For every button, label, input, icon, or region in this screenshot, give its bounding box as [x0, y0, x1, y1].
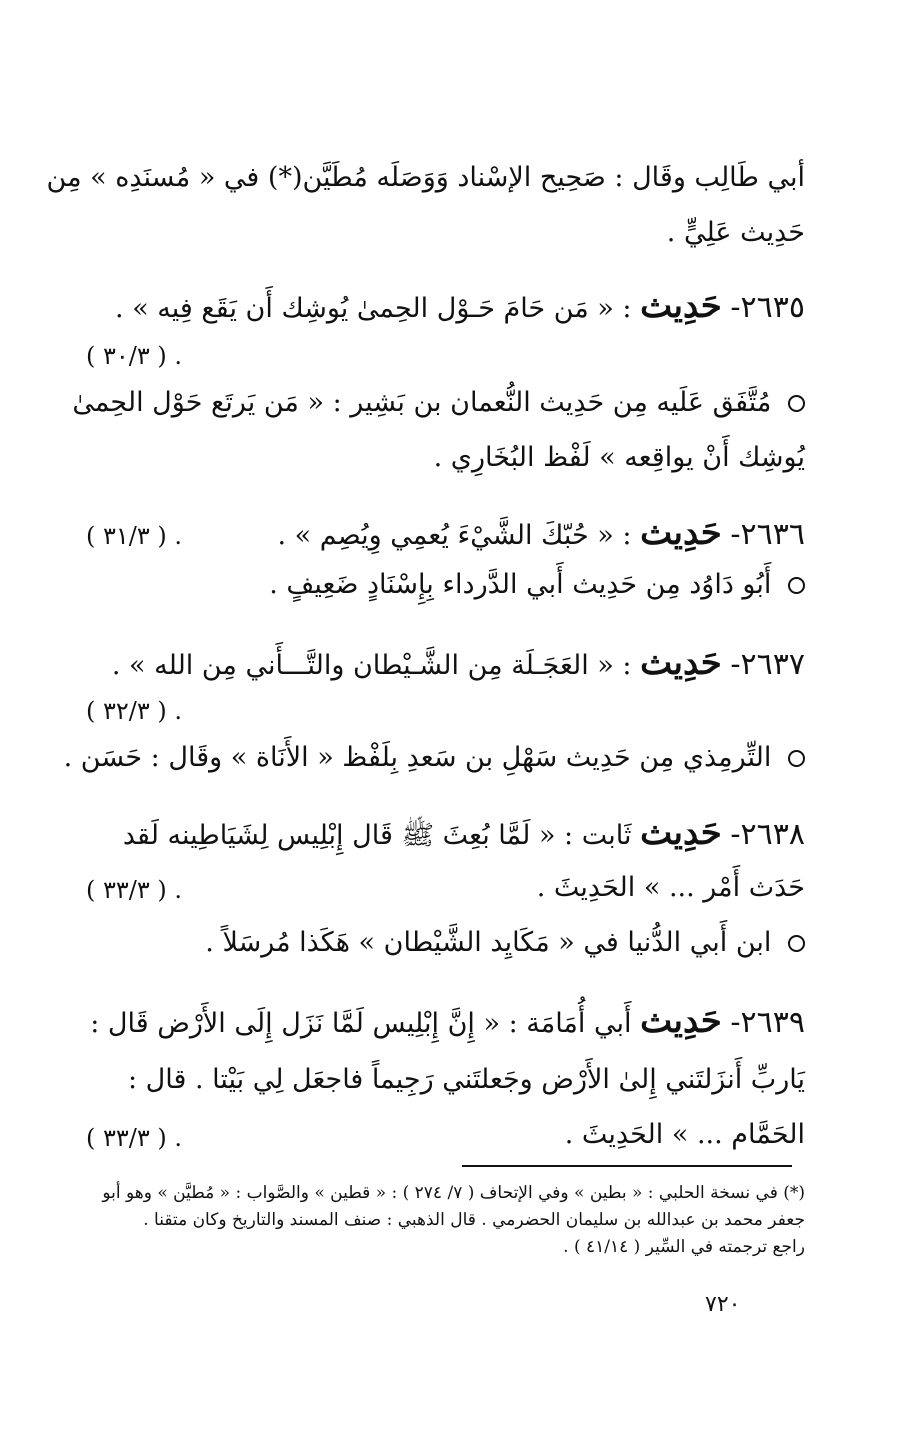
- footnote-line-3: راجع ترجمته في السِّير ( ٤١/١٤ ) .: [563, 1237, 805, 1257]
- volume-page-reference: . ( ٣٣/٣ ): [86, 1124, 183, 1152]
- hadith-entry-2635: [85, 288, 805, 327]
- entry-number: ٢٦٣٦-: [730, 517, 805, 552]
- page-number: ٧٢٠: [705, 1292, 741, 1317]
- hadith-keyword: حَدِيث: [640, 1001, 722, 1041]
- circle-bullet-icon: [788, 935, 805, 952]
- intro-line-2: حَدِيث عَلِيٍّ .: [666, 217, 805, 248]
- footnote-line-1: (*) في نسخة الحلبي : « بطين » وفي الإتحاف ( ٧/ ٢٧٤ ) : « قطين » والصَّواب : « مُطيَّن » وهو أبو: [102, 1183, 805, 1203]
- volume-page-reference: . ( ٣١/٣ ): [86, 522, 183, 550]
- takhrij-text: ابن أَبي الدُّنيا في « مَكَايِد الشَّيْطان » هَكَذا مُرسَلاً .: [205, 927, 772, 958]
- takhrij-note: [85, 925, 805, 961]
- hadith-entry-2637: [85, 645, 805, 684]
- takhrij-note: [85, 567, 805, 603]
- takhrij-note-continued: يُوشِك أَنْ يواقِعه » لَفْظ البُخَارِي .: [433, 442, 805, 473]
- volume-page-reference: . ( ٣٠/٣ ): [86, 342, 183, 370]
- hadith-text: أَبي أُمَامَة : « إِنَّ إِبْلِيس لَمَّا نَزَل إِلَى الأَرْض قَال :: [90, 1008, 632, 1039]
- hadith-text: : « مَن حَامَ حَـوْل الحِمىٰ يُوشِك أَن يَقَع فِيه » .: [115, 293, 632, 324]
- hadith-keyword: حَدِيث: [640, 813, 722, 853]
- hadith-keyword: حَدِيث: [640, 286, 722, 326]
- circle-bullet-icon: [788, 750, 805, 767]
- hadith-text: : « العَجَـلَة مِن الشَّـيْطان والتَّـــأَني مِن الله » .: [111, 650, 632, 681]
- hadith-entry-2639: [85, 1003, 805, 1042]
- takhrij-text: أَبُو دَاوُد مِن حَدِيث أَبي الدَّرداء بِإِسْنَادٍ ضَعِيفٍ .: [269, 569, 772, 600]
- takhrij-text: مُتَّفَق عَلَيه مِن حَدِيث النُّعمان بن بَشِير : « مَن يَرتَع حَوْل الحِمىٰ: [72, 387, 772, 418]
- takhrij-note: [63, 740, 805, 776]
- hadith-text-continued: حَدَث أَمْر ... » الحَدِيثَ .: [536, 872, 805, 903]
- circle-bullet-icon: [788, 577, 805, 594]
- intro-line-1: أبي طَالِب وقَال : صَحِيح الإسْناد وَوَصَلَه مُطَيَّن(*) في « مُسنَدِه » مِن: [46, 162, 805, 193]
- hadith-keyword: حَدِيث: [640, 513, 722, 553]
- takhrij-text: التِّرمِذي مِن حَدِيث سَهْلِ بن سَعدِ بِلَفْظ « الأَنَاة » وقَال : حَسَن .: [63, 742, 772, 773]
- volume-page-reference: . ( ٣٣/٣ ): [86, 876, 183, 904]
- hadith-entry-2636: [85, 515, 805, 554]
- hadith-text-continued: الحَمَّام ... » الحَدِيثَ .: [564, 1119, 805, 1150]
- volume-page-reference: . ( ٣٢/٣ ): [86, 697, 183, 725]
- hadith-keyword: حَدِيث: [640, 643, 722, 683]
- entry-number: ٢٦٣٨-: [730, 817, 805, 852]
- hadith-text: : « حُبّكَ الشَّيْءَ يُعمِي وِيُصِم » .: [277, 520, 632, 551]
- hadith-text: ثَابت : « لَمَّا بُعِثَ ﷺ قَال إِبْلِيس لِشَيَاطِينه لَقد: [122, 820, 632, 851]
- entry-number: ٢٦٣٧-: [730, 647, 805, 682]
- hadith-entry-2638: [85, 815, 805, 854]
- entry-number: ٢٦٣٩-: [730, 1005, 805, 1040]
- footnote-line-2: جعفر محمد بن عبدالله بن سليمان الحضرمي . قال الذهبي : صنف المسند والتاريخ وكان متقنا .: [143, 1210, 805, 1230]
- entry-number: ٢٦٣٥-: [730, 290, 805, 325]
- hadith-text-continued: يَاربِّ أَنزَلتَني إِلىٰ الأَرْض وجَعلتَني رَجِيماً فاجعَل لِي بَيْتا . قال :: [127, 1064, 805, 1095]
- takhrij-note: [72, 385, 805, 421]
- circle-bullet-icon: [788, 395, 805, 412]
- footnote-divider: [462, 1165, 792, 1167]
